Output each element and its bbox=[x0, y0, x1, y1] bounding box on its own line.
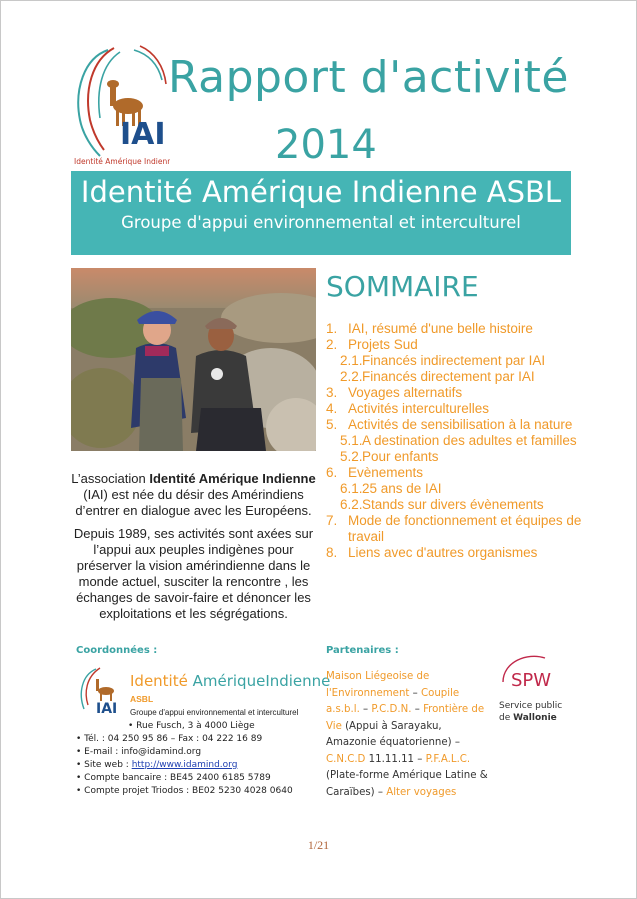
org-description: Groupe d'appui environnemental et interculturel bbox=[130, 708, 299, 717]
toc-item-number: 5. bbox=[326, 417, 338, 432]
photo-two-people bbox=[71, 268, 316, 451]
toc-item bbox=[326, 417, 598, 433]
toc-item bbox=[326, 497, 598, 513]
toc-item-label: Mode de fonctionnement et équipes de travail bbox=[348, 513, 582, 544]
website-link[interactable]: http://www.idamind.org bbox=[131, 760, 238, 770]
iai-mini-logo bbox=[76, 665, 130, 717]
page-number: 1/21 bbox=[307, 838, 330, 852]
toc-item-number: 2.1. bbox=[340, 353, 363, 368]
toc-item-label: Activités interculturelles bbox=[348, 401, 490, 416]
coordonnees-heading: Coordonnées : bbox=[76, 645, 158, 656]
toc-item-number: 2.2. bbox=[340, 369, 363, 384]
table-of-contents bbox=[326, 321, 598, 561]
toc-item bbox=[326, 401, 598, 417]
toc-item-number: 2. bbox=[326, 337, 338, 352]
intro-paragraph-2: Depuis 1989, ses activités sont axées sur l’appui aux peuples indigènes pour préserver la vision amérindienne dans le monde actuel, susciter la rencontre , les échanges de savoir-faire et dénoncer les exploitations et les ségrégations. bbox=[73, 526, 314, 621]
toc-item-number: 5.2. bbox=[340, 449, 363, 464]
contact-details bbox=[76, 720, 316, 798]
phone-fax: • Tél. : 04 250 95 86 – Fax : 04 222 16 89 bbox=[76, 734, 263, 744]
partners-list: Maison Liégeoise de l'Environnement – Coupile a.s.b.l. – P.C.D.N. – Frontière de Vie (Appui à Sarayaku, Amazonie équatorienne) – C.N.C.D 11.11.11 – P.F.A.L.C. (Plate-forme Amérique Latine & Caraïbes) – Alter voyages bbox=[326, 671, 488, 798]
toc-item bbox=[326, 353, 598, 369]
intro-text bbox=[71, 471, 316, 629]
toc-item-number: 7. bbox=[326, 513, 338, 528]
toc-item-label: Evènements bbox=[348, 465, 424, 480]
svg-text:Service public: Service public bbox=[499, 701, 563, 711]
toc-item-label: IAI, résumé d'une belle histoire bbox=[348, 321, 533, 336]
toc-item-label: Financés indirectement par IAI bbox=[362, 353, 546, 368]
toc-item-number: 1. bbox=[326, 321, 338, 336]
toc-item-label: Activités de sensibilisation à la nature bbox=[348, 417, 573, 432]
toc-item-number: 5.1. bbox=[340, 433, 363, 448]
svg-text:de Wallonie: de Wallonie bbox=[499, 713, 557, 723]
address: • Rue Fusch, 3 à 4000 Liège bbox=[128, 721, 255, 731]
toc-item bbox=[326, 513, 598, 545]
report-year: 2014 bbox=[275, 122, 377, 168]
toc-item-label: Financés directement par IAI bbox=[362, 369, 535, 384]
toc-item-label: Projets Sud bbox=[348, 337, 418, 352]
toc-item-number: 6.1. bbox=[340, 481, 363, 496]
intro-paragraph-1: L’association Identité Amérique Indienne (IAI) est née du désir des Amérindiens d’entrer en dialogue avec les Européens. bbox=[71, 471, 316, 518]
llama-icon bbox=[96, 679, 114, 701]
banner-title: Identité Amérique Indienne ASBL bbox=[80, 175, 562, 209]
org-banner bbox=[71, 171, 571, 255]
org-name: Identité AmériqueIndienne bbox=[130, 672, 331, 690]
toc-item-label: 25 ans de IAI bbox=[362, 481, 442, 496]
iai-logo bbox=[70, 40, 170, 168]
toc-item bbox=[326, 545, 598, 561]
toc-item bbox=[326, 433, 598, 449]
toc-item-label: A destination des adultes et familles bbox=[362, 433, 577, 448]
toc-item bbox=[326, 337, 598, 353]
svg-text:IAI: IAI bbox=[96, 701, 118, 717]
toc-item bbox=[326, 449, 598, 465]
toc-item bbox=[326, 369, 598, 385]
asbl-label: ASBL bbox=[130, 694, 154, 704]
email: • E-mail : info@idamind.org bbox=[76, 747, 202, 757]
toc-item bbox=[326, 481, 598, 497]
toc-item-label: Pour enfants bbox=[362, 449, 439, 464]
svg-text:SPW: SPW bbox=[511, 670, 552, 691]
toc-item-number: 3. bbox=[326, 385, 338, 400]
toc-item-label: Liens avec d'autres organismes bbox=[348, 545, 538, 560]
toc-item-number: 4. bbox=[326, 401, 338, 416]
toc-item bbox=[326, 385, 598, 401]
sommaire-heading: SOMMAIRE bbox=[326, 270, 479, 303]
bank-account: • Compte bancaire : BE45 2400 6185 5789 bbox=[76, 773, 271, 783]
toc-item-label: Voyages alternatifs bbox=[348, 385, 463, 400]
triodos-account: • Compte projet Triodos : BE02 5230 4028 0640 bbox=[76, 786, 293, 796]
toc-item bbox=[326, 465, 598, 481]
toc-item-number: 8. bbox=[326, 545, 338, 560]
website: • Site web : http://www.idamind.org bbox=[76, 760, 238, 770]
toc-item-number: 6. bbox=[326, 465, 338, 480]
svg-text:Identité Amérique Indienne: Identité Amérique Indienne bbox=[74, 157, 170, 166]
report-title: Rapport d'activité bbox=[168, 52, 569, 103]
banner-subtitle: Groupe d'appui environnemental et interculturel bbox=[121, 213, 521, 232]
partenaires-heading: Partenaires : bbox=[326, 645, 399, 656]
spw-logo bbox=[497, 652, 569, 726]
toc-item-number: 6.2. bbox=[340, 497, 363, 512]
toc-item bbox=[326, 321, 598, 337]
svg-text:IAI: IAI bbox=[120, 117, 166, 152]
toc-item-label: Stands sur divers évènements bbox=[362, 497, 544, 512]
